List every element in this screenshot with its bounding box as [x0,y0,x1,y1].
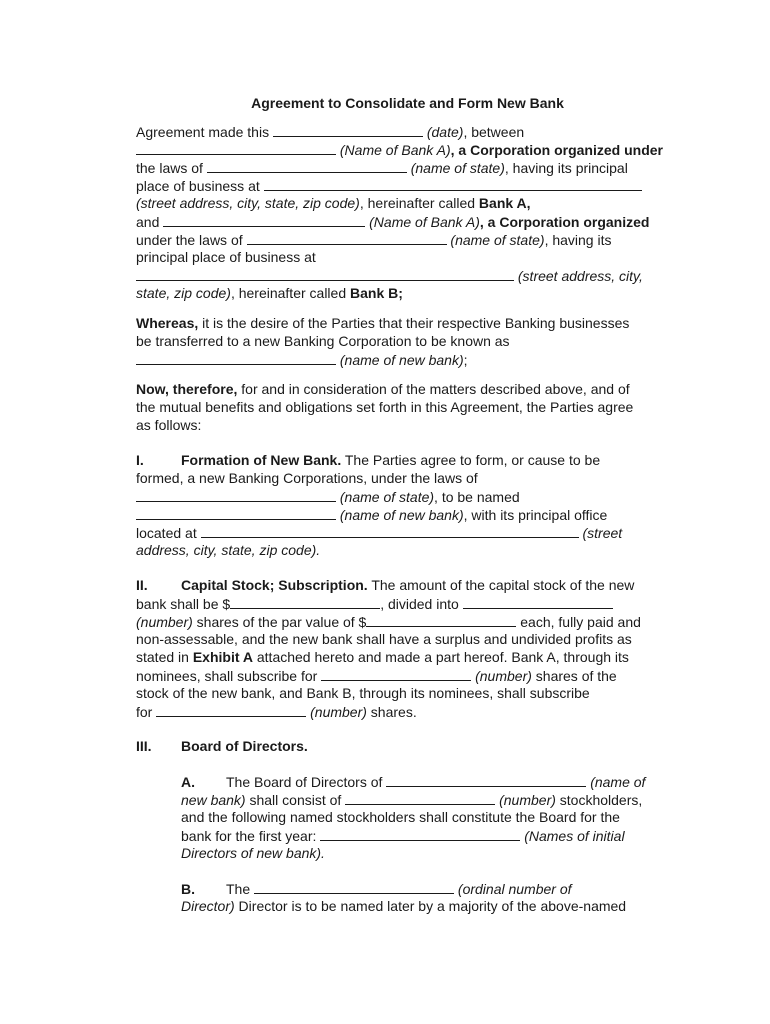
section-3 [136,737,696,755]
whereas-paragraph [136,314,696,368]
text: for [136,704,153,720]
text: stockholders, [555,792,643,808]
new-bank-name-blank[interactable] [136,350,336,365]
text: as follows: [136,417,202,433]
board-bank-blank[interactable] [386,772,586,787]
text: located at [136,525,197,541]
bank-a-shares-blank[interactable] [321,666,471,681]
text: place of business at [136,178,260,194]
hint: Director) [181,898,235,914]
section-heading: Capital Stock; Subscription. [181,577,368,593]
hint: (Names of initial [524,828,625,844]
capital-amount-blank[interactable] [230,594,380,609]
subsection-label: A. [181,774,195,790]
section-3a [181,772,701,862]
text: , with its principal office [463,507,608,523]
section-2 [136,576,696,720]
text: each, fully paid and [516,614,641,630]
hint: (number) [475,668,532,684]
section-heading: Board of Directors. [181,738,308,754]
text: and [136,214,160,230]
bank-b-shares-blank[interactable] [156,702,306,717]
hint: (name of state) [450,232,545,248]
section-3b [181,879,701,915]
par-value-blank[interactable] [366,612,516,627]
hint: (name of [590,774,646,790]
section-number: II. [136,577,148,593]
hint: Directors of new bank). [181,845,325,861]
hint: (name of state) [410,160,505,176]
text: bank shall be $ [136,596,231,612]
text: The amount of the capital stock of the new [367,577,635,593]
text: attached hereto and made a part hereof. Bank A, through its [252,649,629,665]
hint: (name of state) [339,489,435,505]
text: , between [463,124,525,140]
preamble-paragraph [136,122,696,302]
bank-b-address-blank[interactable] [136,266,514,281]
share-count-blank[interactable] [463,594,613,609]
hint: (number) [499,792,556,808]
hint: (name of new bank) [339,507,464,523]
bank-a-state-blank[interactable] [207,158,407,173]
text: ; [463,352,468,368]
hint: (number) [310,704,367,720]
text: shares of the [531,668,617,684]
bank-b-state-blank[interactable] [247,230,447,245]
bank-a-name-blank[interactable] [136,140,336,155]
text: , to be named [434,489,520,505]
hint: (Name of Bank A) [369,214,480,230]
text: , hereinafter called [359,195,476,211]
section-heading: Formation of New Bank. [181,452,342,468]
date-blank[interactable] [273,122,423,137]
hint: address, city, state, zip code). [136,542,321,558]
text: The Parties agree to form, or cause to be [341,452,601,468]
exhibit-label: Exhibit A [192,649,253,665]
text: be transferred to a new Banking Corporation to be known as [136,333,510,349]
stockholder-count-blank[interactable] [345,790,495,805]
text: formed, a new Banking Corporations, under the laws of [136,470,478,486]
section-1 [136,451,696,559]
whereas-label: Whereas, [136,315,199,331]
text: , having its [544,232,612,248]
hint: (street address, city, state, zip code) [136,195,360,211]
text: stock of the new bank, and Bank B, through its nominees, shall subscribe [136,685,590,701]
text: shares. [366,704,417,720]
text: stated in [136,649,193,665]
text: , having its principal [504,160,628,176]
text: principal place of business at [136,249,316,265]
text: the laws of [136,160,203,176]
text: Agreement made this [136,124,270,140]
text: under the laws of [136,232,243,248]
section-number: III. [136,738,152,754]
hint: (number) [136,614,193,630]
new-bank-state-blank[interactable] [136,487,336,502]
now-therefore-paragraph [136,380,696,434]
ordinal-director-blank[interactable] [254,879,454,894]
section-number: I. [136,452,144,468]
hint: state, zip code) [136,285,231,301]
hint: new bank) [181,792,246,808]
hint: (Name of Bank A) [339,142,451,158]
text: Director is to be named later by a majority of the above-named [234,898,627,914]
bank-b-name-blank[interactable] [163,212,365,227]
text: the mutual benefits and obligations set forth in this Agreement, the Parties agree [136,399,634,415]
text: , hereinafter called [230,285,347,301]
text: , a Corporation organized under [450,142,663,158]
text: shall consist of [245,792,342,808]
hint: (street [582,525,623,541]
text: bank for the first year: [181,828,317,844]
now-therefore-label: Now, therefore, [136,381,238,397]
bank-a-label: Bank A, [478,195,531,211]
text: it is the desire of the Parties that their respective Banking businesses [198,315,630,331]
bank-b-label: Bank B; [350,285,403,301]
text: , divided into [380,596,459,612]
text: , a Corporation organized [479,214,650,230]
hint: (date) [426,124,464,140]
new-bank-named-blank[interactable] [136,505,336,520]
text: The [226,881,251,897]
text: shares of the par value of $ [192,614,367,630]
directors-names-blank[interactable] [320,826,520,841]
document-title: Agreement to Consolidate and Form New Bank [251,95,564,111]
hint: (street address, city, [517,268,643,284]
bank-a-address-blank[interactable] [264,176,642,191]
hint: (name of new bank) [339,352,464,368]
text: and the following named stockholders shall constitute the Board for the [181,809,620,825]
subsection-label: B. [181,881,195,897]
text: nominees, shall subscribe for [136,668,318,684]
text: for and in consideration of the matters described above, and of [237,381,630,397]
hint: (ordinal number of [457,881,572,897]
office-address-blank[interactable] [201,523,579,538]
text: The Board of Directors of [226,774,383,790]
text: non-assessable, and the new bank shall have a surplus and undivided profits as [136,631,632,647]
